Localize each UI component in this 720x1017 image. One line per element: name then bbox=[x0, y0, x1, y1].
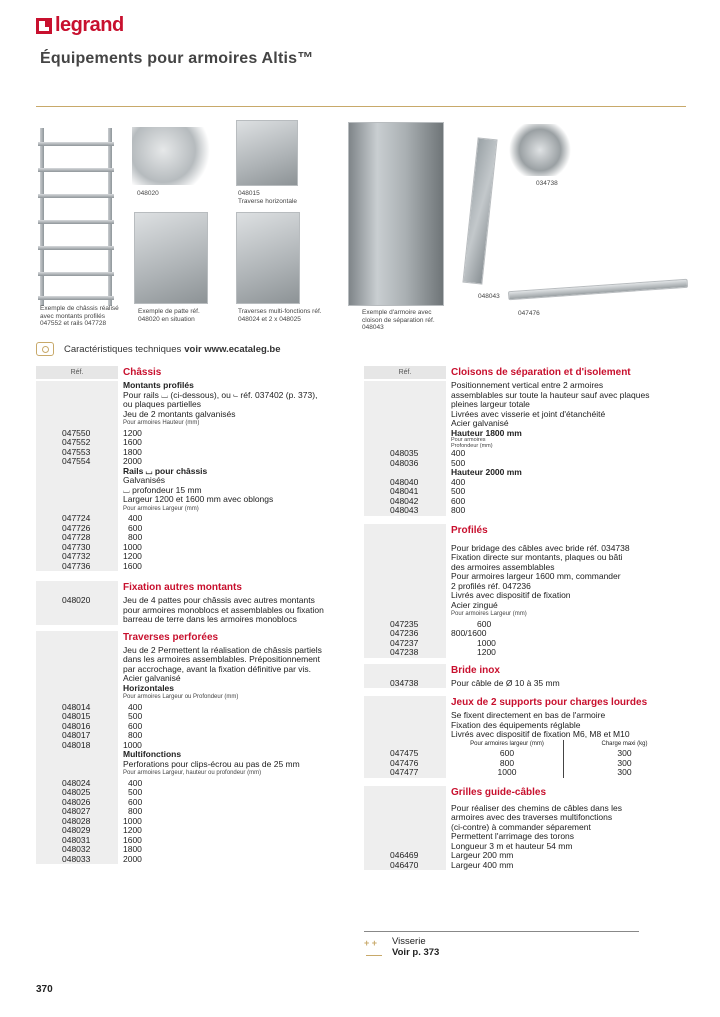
table-row: 047475 600 300 bbox=[390, 748, 632, 758]
table-row: 048041 500 bbox=[390, 486, 466, 496]
visserie-label: Visserie bbox=[392, 936, 426, 947]
table-row: 046470 Largeur 400 mm bbox=[390, 859, 514, 870]
traverses-desc: dans les armoires assemblables. Prépositionnement bbox=[123, 654, 321, 664]
table-row: 034738 Pour câble de Ø 10 à 35 mm bbox=[390, 677, 560, 688]
table-row: 047552 1600 bbox=[62, 437, 142, 447]
cloisons-sub: Profondeur (mm) bbox=[451, 442, 493, 449]
profiles-desc: Pour bridage des câbles avec bride réf. 034738 bbox=[451, 542, 630, 553]
supports-desc: Livrés avec dispositif de fixation M6, M8 et M10 bbox=[451, 729, 630, 739]
traverse-horizontale-image bbox=[236, 120, 298, 186]
cloisons-desc: Livrées avec visserie et joint d'étanchéité bbox=[451, 408, 606, 419]
brand-name: legrand bbox=[55, 14, 124, 36]
chassis-caption: Exemple de châssis réalisé avec montants profilés 047552 et rails 047728 bbox=[40, 305, 119, 327]
chassis-title: Châssis bbox=[123, 367, 162, 378]
traverses-desc: Acier galvanisé bbox=[123, 673, 181, 683]
traverses-title: Traverses perforées bbox=[123, 631, 219, 643]
table-row: 047730 1000 bbox=[62, 541, 142, 552]
cloisons-desc: Acier galvanisé bbox=[451, 418, 509, 428]
grilles-title: Grilles guide-câbles bbox=[451, 786, 547, 798]
table-row: 048036 500 bbox=[390, 457, 466, 468]
multi-caption: Traverses multi-fonctions réf. 048024 et 2 x 048025 bbox=[238, 308, 322, 323]
rails-desc: Galvanisés bbox=[123, 475, 166, 485]
table-row: 048014 400 bbox=[62, 701, 143, 712]
fixation-section bbox=[36, 581, 357, 625]
ref-header: Réf. bbox=[364, 366, 446, 379]
table-row: 048016 600 bbox=[62, 720, 143, 731]
profiles-desc: Acier zingué bbox=[451, 599, 498, 610]
fixation-desc: barreau de terre dans les armoires monoblocs bbox=[123, 614, 297, 624]
multi-desc: Perforations pour clips-écrou au pas de 25 mm bbox=[123, 758, 300, 769]
multi-title: Multifonctions bbox=[123, 749, 182, 759]
montants-desc: Pour rails ⌴ (ci-dessous), ou ⌙ réf. 037402 (p. 373), bbox=[123, 389, 318, 400]
cabinet-caption: Exemple d'armoire avec cloison de séparation réf. 048043 bbox=[362, 309, 435, 331]
multi-sub: Pour armoires Largeur, hauteur ou profondeur (mm) bbox=[123, 770, 262, 776]
bar-code: 047476 bbox=[518, 310, 540, 317]
grilles-section bbox=[364, 786, 685, 871]
cloisons-header bbox=[364, 366, 685, 379]
table-row: 047728 800 bbox=[62, 532, 143, 542]
bride-title: Bride inox bbox=[451, 664, 500, 676]
profiles-desc: Livrés avec dispositif de fixation bbox=[451, 590, 571, 600]
cloisons-desc: pleines largeur totale bbox=[451, 399, 530, 409]
tech-characteristics bbox=[36, 342, 281, 356]
h1800-title: Hauteur 1800 mm bbox=[451, 427, 522, 438]
clamp-code: 034738 bbox=[536, 180, 558, 187]
screws-icon bbox=[364, 938, 384, 956]
rails-title: Rails ⌴ pour châssis bbox=[123, 465, 208, 476]
legrand-logo-mark bbox=[36, 18, 52, 34]
patte-caption: Exemple de patte réf. 048020 en situation bbox=[138, 308, 200, 323]
header-divider bbox=[36, 106, 686, 107]
horiz-sub: Pour armoires Largeur ou Profondeur (mm) bbox=[123, 694, 239, 700]
chassis-header bbox=[36, 366, 357, 379]
profiles-desc: des armoires assemblables bbox=[451, 561, 555, 572]
bride-image bbox=[508, 124, 572, 176]
cloisons-section bbox=[364, 381, 685, 516]
table-row: 048028 1000 bbox=[62, 815, 142, 826]
table-row: 048025 500 bbox=[62, 787, 143, 797]
profiles-desc: Fixation directe sur montants, plaques ou bâti bbox=[451, 552, 623, 562]
table-row: 047554 2000 bbox=[62, 456, 142, 466]
fixation-ref: 048020 bbox=[62, 595, 91, 605]
table-row: 048032 1800 bbox=[62, 844, 142, 854]
cloisons-desc: assemblables sur toute la hauteur sauf avec plaques bbox=[451, 389, 650, 400]
cloisons-desc: Positionnement vertical entre 2 armoires bbox=[451, 380, 604, 390]
cloisons-title: Cloisons de séparation et d'isolement bbox=[451, 367, 631, 378]
table-row: 048018 1000 bbox=[62, 739, 142, 750]
fixation-desc: pour armoires monoblocs et assemblables ou fixation bbox=[123, 604, 324, 615]
supports-title: Jeux de 2 supports pour charges lourdes bbox=[451, 697, 648, 708]
table-row: 047238 1200 bbox=[390, 647, 496, 657]
montants-sub: Pour armoires Hauteur (mm) bbox=[123, 420, 200, 426]
table-row: 048040 400 bbox=[390, 476, 466, 487]
h2000-title: Hauteur 2000 mm bbox=[451, 467, 522, 477]
traverse-caption: Traverse horizontale bbox=[238, 198, 298, 205]
profiles-sub: Pour armoires Largeur (mm) bbox=[451, 611, 527, 617]
table-row: 048015 500 bbox=[62, 711, 143, 721]
table-row: 047476 800 300 bbox=[390, 757, 632, 768]
right-column bbox=[364, 366, 685, 876]
traverse-code: 048015 bbox=[238, 190, 260, 197]
profiles-desc: Pour armoires largeur 1600 mm, commander bbox=[451, 571, 621, 581]
supports-desc: Fixation des équipements réglable bbox=[451, 719, 581, 730]
info-book-icon bbox=[36, 342, 54, 356]
page-number: 370 bbox=[36, 984, 53, 995]
fixation-title: Fixation autres montants bbox=[123, 582, 242, 593]
chassis-image bbox=[38, 128, 114, 306]
bride-section bbox=[364, 664, 685, 689]
table-row: 048042 600 bbox=[390, 495, 466, 506]
rails-sub: Pour armoires Largeur (mm) bbox=[123, 505, 199, 512]
table-row: 048026 600 bbox=[62, 796, 143, 807]
supports-sub: Pour armoires largeur (mm) Charge maxi (kg) bbox=[451, 740, 685, 750]
traverses-section bbox=[36, 631, 357, 865]
table-row: 047736 1600 bbox=[62, 560, 142, 571]
table-row: 047237 1000 bbox=[390, 637, 496, 648]
grilles-desc: Permettent l'arrimage des torons bbox=[451, 831, 575, 841]
table-row: 047726 600 bbox=[62, 522, 143, 533]
tech-link[interactable]: voir www.ecataleg.be bbox=[184, 343, 281, 355]
rails-desc: ⌴ profondeur 15 mm bbox=[123, 484, 202, 495]
montants-title: Montants profilés bbox=[123, 380, 194, 390]
montants-desc: Jeu de 2 montants galvanisés bbox=[123, 408, 236, 419]
legrand-logo bbox=[36, 14, 124, 37]
profile-bar-image bbox=[508, 279, 688, 301]
table-row: 048017 800 bbox=[62, 730, 143, 740]
fixation-desc: Jeu de 4 pattes pour châssis avec autres montants bbox=[123, 595, 315, 605]
cloison-panel-image bbox=[462, 137, 497, 284]
table-row: 048029 1200 bbox=[62, 825, 142, 835]
table-row: 047553 1800 bbox=[62, 446, 142, 457]
supports-section bbox=[364, 696, 685, 778]
patte-code: 048020 bbox=[137, 190, 159, 197]
chassis-section bbox=[36, 381, 357, 571]
patte-image bbox=[132, 127, 210, 185]
ref-header: Réf. bbox=[36, 366, 118, 379]
traverses-desc: par accrochage, avant la fixation définitive par vis. bbox=[123, 663, 312, 674]
grilles-desc: Pour réaliser des chemins de câbles dans les bbox=[451, 802, 623, 813]
table-row: 048035 400 bbox=[390, 448, 466, 458]
profiles-title: Profilés bbox=[451, 524, 488, 536]
panel-code: 048043 bbox=[478, 293, 500, 300]
table-row: 048031 1600 bbox=[62, 834, 142, 845]
montants-desc: ou plaques partielles bbox=[123, 399, 201, 409]
profiles-section bbox=[364, 524, 685, 658]
table-row: 048043 800 bbox=[390, 505, 466, 515]
horiz-title: Horizontales bbox=[123, 682, 175, 693]
left-column bbox=[36, 366, 357, 870]
table-row: 048027 800 bbox=[62, 806, 143, 816]
profiles-desc: 2 profilés réf. 047236 bbox=[451, 580, 531, 591]
visserie-note bbox=[364, 931, 639, 958]
visserie-link[interactable]: Voir p. 373 bbox=[392, 947, 440, 958]
traverses-desc: Jeu de 2 Permettent la réalisation de châssis partiels bbox=[123, 644, 322, 655]
cabinet-image bbox=[348, 122, 444, 306]
grilles-desc: (ci-contre) à commander séparement bbox=[451, 821, 591, 832]
table-row: 047235 600 bbox=[390, 618, 492, 629]
table-row: 048033 2000 bbox=[62, 853, 142, 864]
table-row: 048024 400 bbox=[62, 777, 143, 788]
table-row: 046469 Largeur 200 mm bbox=[390, 850, 514, 860]
table-row: 047732 1200 bbox=[62, 551, 142, 561]
table-row: 047477 1000 300 bbox=[390, 767, 632, 777]
patte-situation-image bbox=[134, 212, 208, 304]
supports-desc: Se fixent directement en bas de l'armoire bbox=[451, 710, 606, 720]
table-row: 047724 400 bbox=[62, 513, 143, 523]
cloisons-sub: Pour armoires bbox=[451, 437, 486, 443]
rails-desc: Largeur 1200 et 1600 mm avec oblongs bbox=[123, 494, 274, 504]
table-row: 047236 800/1600 bbox=[390, 628, 487, 638]
grilles-desc: Longueur 3 m et hauteur 54 mm bbox=[451, 840, 573, 851]
tech-label: Caractéristiques techniques bbox=[64, 343, 182, 355]
grilles-desc: armoires avec des traverses multifonctions bbox=[451, 812, 613, 822]
traverses-multi-image bbox=[236, 212, 300, 304]
page-title: Équipements pour armoires Altis™ bbox=[40, 50, 314, 67]
table-row: 047550 1200 bbox=[62, 427, 142, 438]
